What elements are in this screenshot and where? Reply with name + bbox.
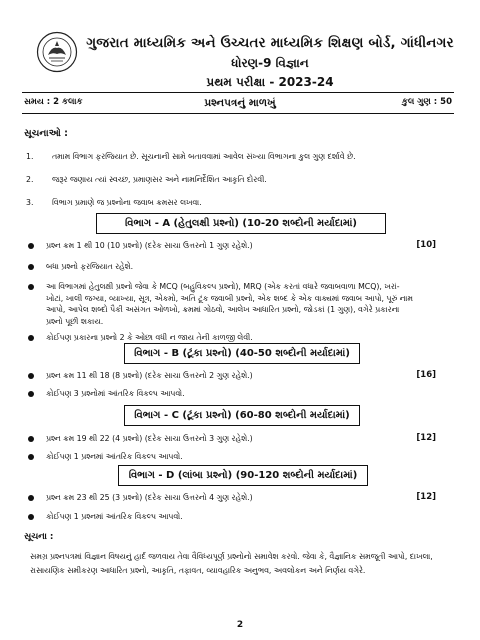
bullet-icon (28, 284, 34, 290)
paper-title: પ્રશ્નપત્રનું માળખું (204, 97, 276, 109)
bullet-icon (28, 454, 34, 460)
section-c-heading: વિભાગ - C (ટૂંકા પ્રશ્નો) (60-80 શબ્દોની મર્યાદામાં) (124, 405, 360, 426)
bullet-icon (28, 264, 34, 270)
bullet-icon (28, 391, 34, 397)
note-title: સૂચના : (24, 532, 54, 542)
page-number: 2 (236, 620, 244, 630)
instructions-title: સૂચનાઓ : (24, 128, 68, 139)
bullet-text: કોઈપણ 1 પ્રશ્નમાં આંતરિક વિકલ્પ આપવો. (46, 452, 183, 461)
section-d-heading: વિભાગ - D (લાંબા પ્રશ્નો) (90-120 શબ્દોની મર્યાદામાં) (118, 465, 368, 486)
bullet-icon (28, 514, 34, 520)
bullet-text: પ્રશ્ન ક્રમ 11 થી 18 (8 પ્રશ્નો) (દરેક સાચા ઉત્તરનો 2 ગુણ રહેશે.) (46, 371, 253, 380)
instruction-text: વિભાગ પ્રમાણે જ પ્રશ્નોના જવાબ ક્રમસર લખવા. (52, 198, 202, 207)
header-rule-top (22, 92, 454, 93)
section-marks: [10] (416, 240, 436, 250)
header-rule-bottom (22, 113, 454, 114)
bullet-text: પ્રશ્ન ક્રમ 1 થી 10 (10 પ્રશ્નો) (દરેક સાચા ઉત્તરનો 1 ગુણ રહેશે.) (46, 241, 253, 250)
instruction-text: જરૂર જણાય ત્યાં સ્વચ્છ, પ્રમાણસર અને નામનિર્દેશિત આકૃતિ દોરવી. (52, 175, 267, 184)
bullet-text: પ્રશ્ન ક્રમ 23 થી 25 (3 પ્રશ્નો) (દરેક સાચા ઉત્તરનો 4 ગુણ રહેશે.) (46, 493, 253, 502)
section-marks: [16] (416, 370, 436, 380)
bullet-text: બધા પ્રશ્નો ફરજિયાત રહેશે. (46, 262, 134, 271)
class-subject: ધોરણ-9 વિજ્ઞાન (231, 56, 309, 70)
instruction-number: 2. (26, 175, 34, 184)
instruction-text: તમામ વિભાગ ફરજિયાત છે. સૂચનાની સામે બતાવવામાં આવેલ સંખ્યા વિભાગના કુલ ગુણ દર્શાવે છે. (52, 152, 356, 161)
bullet-text: આ વિભાગમાં હેતુલક્ષી પ્રશ્નો જેવા કે MCQ (બહુવિકલ્પ પ્રશ્નો), MRQ (એક કરતાં વધારે જવાબવાળા MCQ), ખરાં-ખોટાં, ખાલી જગ્યા, વ્યાખ્યા, સૂત્ર, એકમો, અતિ ટૂંક જવાબી પ્રશ્નો, એક શબ્દ કે એક વાક્યમાં જવાબ આપો, પૂરું નામ આપો, આપેલ શબ્દો પૈકી અસંગત ઓળખો, ક્રમમાં ગોઠવો, આલેખ આધારિત પ્રશ્નો, જોડકાં (1 ગુણ), વગેરે પ્રકારના પ્રશ્નો પૂછી શકાય. (46, 282, 413, 326)
instruction-number: 3. (26, 198, 34, 207)
duration: સમય : 2 કલાક (24, 97, 83, 107)
bullet-text: પ્રશ્ન ક્રમ 19 થી 22 (4 પ્રશ્નો) (દરેક સાચા ઉત્તરનો 3 ગુણ રહેશે.) (46, 434, 253, 443)
section-b-heading: વિભાગ - B (ટૂંકા પ્રશ્નો) (40-50 શબ્દોની મર્યાદામાં) (124, 343, 360, 364)
bullet-text: કોઈપણ 3 પ્રશ્નોમાં આંતરિક વિકલ્પ આપવો. (46, 389, 185, 398)
bullet-icon (28, 335, 34, 341)
total-marks: કુલ ગુણ : 50 (401, 97, 452, 107)
section-a-heading: વિભાગ - A (હેતુલક્ષી પ્રશ્નો) (10-20 શબ્દોની મર્યાદામાં) (96, 213, 386, 234)
bullet-icon (28, 243, 34, 249)
instruction-number: 1. (26, 152, 34, 161)
bullet-icon (28, 436, 34, 442)
exam-title: પ્રથમ પરીક્ષા - 2023-24 (206, 75, 334, 89)
bullet-text: કોઈપણ 1 પ્રશ્નમાં આંતરિક વિકલ્પ આપવો. (46, 512, 183, 521)
bullet-icon (28, 373, 34, 379)
bullet-text: કોઈપણ પ્રકારના પ્રશ્નો 2 કે ઓછા વધી ન જાય તેની કાળજી લેવી. (46, 333, 253, 342)
section-marks: [12] (416, 492, 436, 502)
note-text: સમગ્ર પ્રશ્નપત્રમાં વિજ્ઞાન વિષયનું હાર્દ જળવાય તેવા વૈવિધ્યપૂર્ણ પ્રશ્નોનો સમાવેશ કરવો. જેવા કે, વૈજ્ઞાનિક સમજૂતી આપો, દાખલા, રાસાયણિક સમીકરણ આધારિત પ્રશ્નો, આકૃતિ, તફાવત, વ્યાવહારિક અનુભવ, અવલોકન અને નિર્ણય વગેરે. (30, 552, 433, 575)
board-name: ગુજરાત માધ્યમિક અને ઉચ્ચતર માધ્યમિક શિક્ષણ બોર્ડ, ગાંધીનગર (86, 35, 454, 51)
bullet-icon (28, 495, 34, 501)
section-marks: [12] (416, 433, 436, 443)
